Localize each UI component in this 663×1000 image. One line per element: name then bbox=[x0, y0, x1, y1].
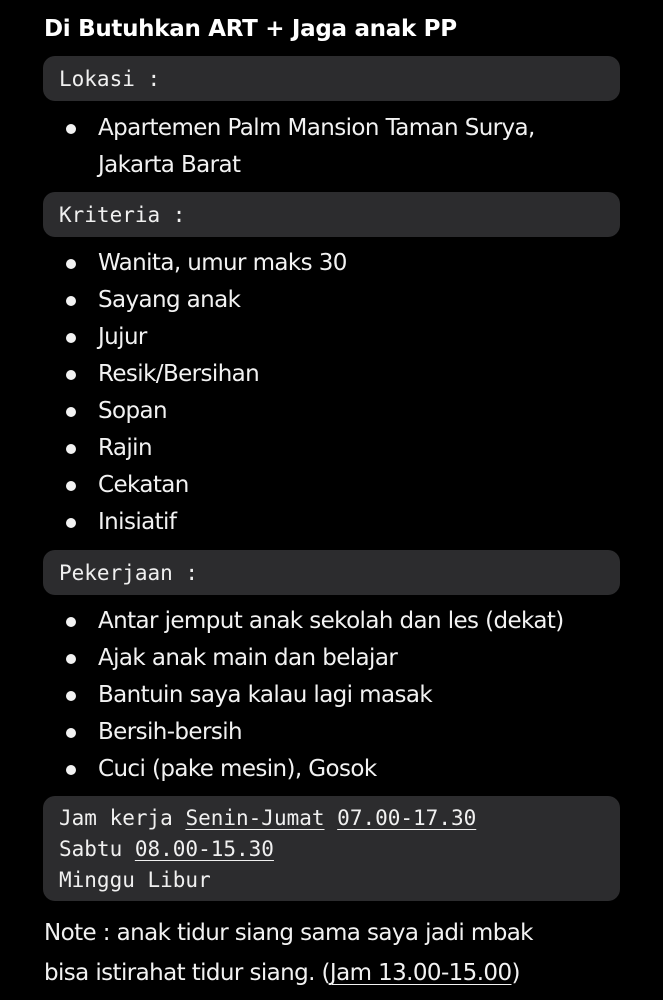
pekerjaan-code-block bbox=[43, 550, 620, 595]
list-item bbox=[0, 714, 663, 751]
list-item bbox=[0, 603, 663, 640]
kriteria-item: Cekatan bbox=[98, 472, 189, 498]
list-item bbox=[0, 319, 663, 356]
list-item bbox=[0, 467, 663, 504]
note-paragraph bbox=[44, 913, 644, 993]
note-line-2-prefix: bisa istirahat tidur siang. ( bbox=[44, 960, 330, 986]
pekerjaan-item: Bantuin saya kalau lagi masak bbox=[98, 682, 433, 708]
kriteria-item: Sopan bbox=[98, 398, 167, 424]
post-title: Di Butuhkan ART + Jaga anak PP bbox=[44, 16, 457, 42]
lokasi-label: Lokasi : bbox=[59, 66, 161, 91]
jam-kerja-weekday-line bbox=[59, 803, 620, 834]
jam-kerja-saturday-line bbox=[59, 834, 620, 865]
lokasi-code-block bbox=[43, 56, 620, 101]
saturday-hours-link[interactable]: 08.00-15.30 bbox=[134, 837, 274, 861]
lokasi-list bbox=[0, 110, 663, 184]
pekerjaan-item: Antar jemput anak sekolah dan les (dekat) bbox=[98, 608, 564, 634]
list-item bbox=[0, 504, 663, 541]
lokasi-address-line-1: Apartemen Palm Mansion Taman Surya, bbox=[98, 115, 535, 141]
list-item bbox=[0, 640, 663, 677]
bullet-icon bbox=[66, 407, 76, 417]
weekday-days-link[interactable]: Senin-Jumat bbox=[185, 806, 325, 830]
kriteria-item: Jujur bbox=[98, 324, 147, 350]
lokasi-address-line-2: Jakarta Barat bbox=[98, 152, 241, 178]
bullet-icon bbox=[66, 259, 76, 269]
pekerjaan-item: Ajak anak main dan belajar bbox=[98, 645, 398, 671]
list-item bbox=[0, 430, 663, 467]
saturday-label: Sabtu bbox=[59, 837, 135, 861]
list-item bbox=[0, 393, 663, 430]
pekerjaan-item: Bersih-bersih bbox=[98, 719, 242, 745]
bullet-icon bbox=[66, 296, 76, 306]
pekerjaan-item: Cuci (pake mesin), Gosok bbox=[98, 756, 377, 782]
list-item bbox=[0, 110, 663, 184]
bullet-icon bbox=[66, 124, 76, 134]
list-item bbox=[0, 282, 663, 319]
bullet-icon bbox=[66, 765, 76, 775]
kriteria-item: Sayang anak bbox=[98, 287, 241, 313]
bullet-icon bbox=[66, 444, 76, 454]
jam-kerja-prefix: Jam kerja bbox=[59, 806, 186, 830]
bullet-icon bbox=[66, 654, 76, 664]
jam-kerja-code-block bbox=[43, 796, 620, 901]
bullet-icon bbox=[66, 370, 76, 380]
bullet-icon bbox=[66, 333, 76, 343]
list-item bbox=[0, 751, 663, 788]
weekday-hours-link[interactable]: 07.00-17.30 bbox=[337, 806, 477, 830]
note-line-2 bbox=[44, 953, 644, 993]
bullet-icon bbox=[66, 691, 76, 701]
kriteria-item: Resik/Bersihan bbox=[98, 361, 260, 387]
list-item bbox=[0, 677, 663, 714]
kriteria-item: Wanita, umur maks 30 bbox=[98, 250, 347, 276]
bullet-icon bbox=[66, 518, 76, 528]
list-item bbox=[0, 356, 663, 393]
kriteria-list bbox=[0, 245, 663, 541]
kriteria-item: Inisiatif bbox=[98, 509, 177, 535]
bullet-icon bbox=[66, 617, 76, 627]
kriteria-item: Rajin bbox=[98, 435, 152, 461]
kriteria-label: Kriteria : bbox=[59, 202, 186, 227]
bullet-icon bbox=[66, 481, 76, 491]
pekerjaan-label: Pekerjaan : bbox=[59, 560, 199, 585]
kriteria-code-block bbox=[43, 192, 620, 237]
list-item bbox=[0, 245, 663, 282]
nap-time-link[interactable]: Jam 13.00-15.00 bbox=[329, 960, 512, 986]
note-line-2-suffix: ) bbox=[511, 960, 520, 986]
bullet-icon bbox=[66, 728, 76, 738]
note-line-1: Note : anak tidur siang sama saya jadi mbak bbox=[44, 920, 533, 946]
jam-kerja-sunday-line: Minggu Libur bbox=[59, 868, 211, 892]
pekerjaan-list bbox=[0, 603, 663, 788]
